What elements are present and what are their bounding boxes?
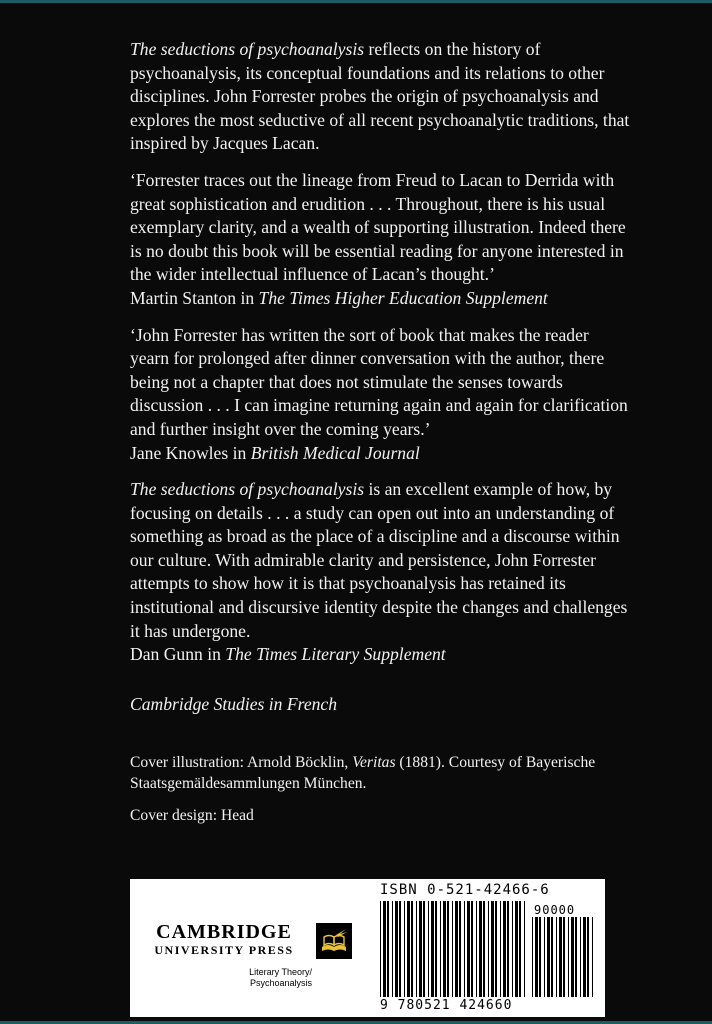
barcode-bar	[512, 901, 513, 997]
quote-source: British Medical Journal	[250, 442, 420, 463]
barcode-bar	[392, 901, 393, 997]
barcode-bar	[435, 901, 437, 997]
barcode-bar	[563, 917, 565, 997]
barcode-bar	[568, 917, 569, 997]
book-title: The seductions of psychoanalysis	[130, 479, 365, 500]
barcode-bar	[387, 901, 389, 997]
ean-number: 9 780521 424660	[380, 998, 513, 1013]
barcode-bar	[547, 917, 550, 997]
barcode-bar	[488, 901, 489, 997]
barcode-bar	[423, 901, 425, 997]
barcode-bar	[535, 917, 538, 997]
barcode-bar	[503, 901, 506, 997]
barcode-bar	[583, 917, 586, 997]
painting-title: Veritas	[352, 754, 396, 771]
barcode-bar	[416, 901, 417, 997]
cover-credits	[130, 752, 600, 837]
barcode-bar	[519, 901, 521, 997]
barcode-bar	[380, 901, 381, 997]
barcode-panel	[130, 879, 605, 1017]
category-line: Literary Theory/	[249, 967, 312, 977]
barcode-bar	[447, 901, 449, 997]
barcode-bar	[580, 917, 581, 997]
back-cover-text	[130, 38, 630, 667]
review-quote-1	[130, 169, 630, 311]
barcode-bar	[455, 901, 458, 997]
illustration-credit	[130, 752, 600, 794]
series-name: Cambridge Studies in French	[130, 694, 338, 714]
barcode-bar	[383, 901, 386, 997]
barcode-bar	[483, 901, 485, 997]
credit-suffix: (1881). Courtesy of Bayerische Staatsgemäldesammlungen München.	[130, 754, 596, 792]
barcode-bar	[476, 901, 477, 997]
barcode-bar	[587, 917, 589, 997]
barcode-bar	[556, 917, 557, 997]
barcode-bar	[500, 901, 501, 997]
quote-author: Jane Knowles in	[130, 442, 251, 463]
barcode-bar	[559, 917, 562, 997]
publisher-logo	[144, 921, 304, 958]
barcode-bar	[491, 901, 494, 997]
barcode-bar	[467, 901, 470, 997]
book-title: The seductions of psychoanalysis	[130, 39, 365, 59]
barcode-bar	[551, 917, 553, 997]
blurb-paragraph	[130, 38, 630, 156]
quote-source: The Times Literary Supplement	[225, 644, 446, 665]
barcode-bar	[459, 901, 461, 997]
barcode-bar	[419, 901, 422, 997]
publisher-name: CAMBRIDGE	[156, 921, 292, 943]
credit-prefix: Cover illustration: Arnold Böcklin,	[130, 754, 353, 771]
quote-text: ‘John Forrester has written the sort of book that makes the reader yearn for prolonged after dinner conversation with the author, there being not a chapter that does not stimulate the senses towards discussion . . . I can imagine returning again and again for clarification and further insight over the coming years.’	[130, 324, 628, 439]
barcode-bar	[399, 901, 401, 997]
barcode-bar	[539, 917, 541, 997]
barcode-bar	[575, 917, 577, 997]
quote-author: Dan Gunn in	[130, 644, 226, 665]
review-quote-3	[130, 478, 630, 667]
price-addon-code: 90000	[534, 903, 576, 917]
barcode-bar	[524, 901, 525, 997]
barcode-bar	[515, 901, 518, 997]
design-credit: Cover design: Head	[130, 807, 254, 824]
barcode-bar	[479, 901, 482, 997]
barcode-bar	[471, 901, 473, 997]
barcode-bar	[431, 901, 434, 997]
isbn-number: ISBN 0-521-42466-6	[380, 882, 550, 898]
barcode-bar	[443, 901, 446, 997]
review-quote-2	[130, 324, 630, 466]
barcode-bar	[411, 901, 413, 997]
blurb-text: reflects on the history of psychoanalysis, its conceptual foundations and its relations to other disciplines. John Forrester probes the origin of psychoanalysis and explores the most seductive of all recent psychoanalytic traditions, that inspired by Jacques Lacan.	[130, 39, 630, 154]
barcode-bar	[571, 917, 574, 997]
quote-text: is an excellent example of how, by focusing on details . . . a study can open out into an understanding of something as broad as the place of a discipline and a discourse within our culture. With admirable clarity and persistence, John Forrester attempts to show how it is that psychoanalysis has retained its institutional and discursive identity despite the changes and challenges it has undergone.	[130, 479, 628, 641]
quote-source: The Times Higher Education Supplement	[258, 287, 548, 308]
barcode-bar	[507, 901, 509, 997]
barcode-bar	[452, 901, 453, 997]
barcode-bar	[404, 901, 405, 997]
subject-category	[222, 967, 312, 989]
category-line: Psychoanalysis	[249, 978, 312, 988]
barcode-bar	[407, 901, 410, 997]
barcode-bar	[464, 901, 465, 997]
barcode-bar	[428, 901, 429, 997]
book-crest-icon	[316, 923, 352, 959]
barcode-bar	[440, 901, 441, 997]
publisher-subtitle: UNIVERSITY PRESS	[154, 943, 294, 957]
quote-text: ‘Forrester traces out the lineage from Freud to Lacan to Derrida with great sophistication and erudition . . . Throughout, there is his usual exemplary clarity, and a wealth of supporting illustration. Indeed there is no doubt this book will be essential reading for anyone interested in the wider intellectual influence of Lacan’s thought.’	[130, 169, 626, 285]
quote-author: Martin Stanton in	[130, 287, 259, 308]
barcode-bar	[532, 917, 533, 997]
barcode-bar	[495, 901, 497, 997]
barcode-bar	[592, 917, 593, 997]
barcode-bar	[395, 901, 398, 997]
barcode-bar	[544, 917, 545, 997]
